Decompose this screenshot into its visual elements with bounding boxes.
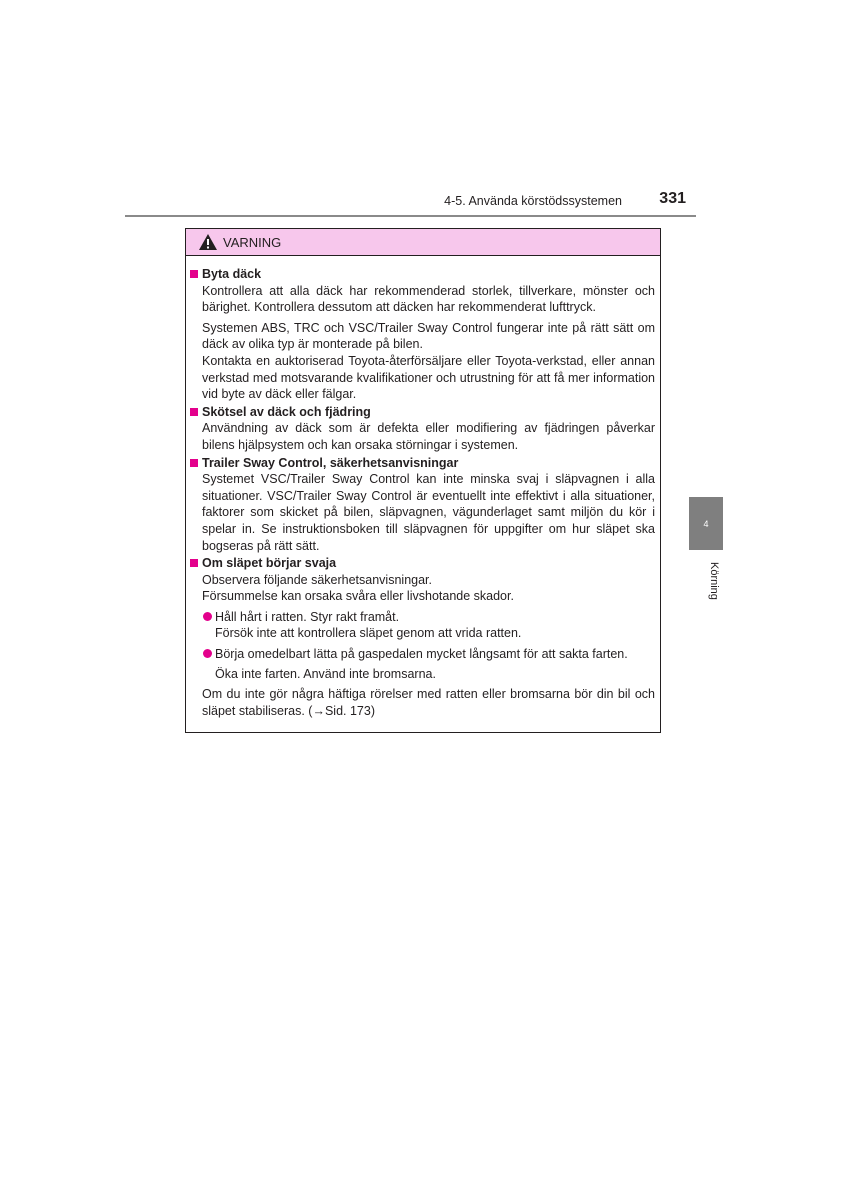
warning-triangle-icon <box>198 233 218 251</box>
square-bullet-icon <box>190 270 198 278</box>
square-bullet-icon <box>190 408 198 416</box>
paragraph: Kontakta en auktoriserad Toyota-återförsäljare eller Toyota-verkstad, eller annan verkstad med motsvarande kvalifikationer och utrustning för att få mer information vid byte av däck eller fälgar. <box>202 353 655 402</box>
paragraph: Användning av däck som är defekta eller modifiering av fjädringen påverkar bilens hjälpsystem och kan orsaka störningar i systemen. <box>202 421 655 452</box>
paragraph: Observera följande säkerhetsanvisningar. <box>202 572 432 587</box>
section-heading-text: Trailer Sway Control, säkerhetsanvisningar <box>202 455 459 470</box>
list-item-text: Försök inte att kontrollera släpet genom att vrida ratten. <box>215 626 522 641</box>
list-item-text: Börja omedelbart lätta på gaspedalen mycket långsamt för att sakta farten. <box>215 647 628 662</box>
round-bullet-icon <box>203 612 212 621</box>
chapter-label: Körning <box>708 562 720 600</box>
warning-header <box>186 229 660 256</box>
list-item-note: Öka inte farten. Använd inte bromsarna. <box>215 666 436 681</box>
warning-box <box>185 228 661 733</box>
section-heading-text: Byta däck <box>202 267 262 281</box>
round-bullet-icon <box>203 649 212 658</box>
paragraph: Kontrollera att alla däck har rekommenderad storlek, tillverkare, mönster och bärighet. Kontrollera dessutom att däcken har rekommenderat lufttryck. <box>202 283 655 315</box>
section-heading <box>190 455 655 472</box>
section-heading <box>190 266 655 283</box>
square-bullet-icon <box>190 559 198 567</box>
list-item-text: Håll hårt i ratten. Styr rakt framåt. <box>215 609 400 624</box>
list-item <box>203 609 655 642</box>
list-item <box>203 646 655 663</box>
header-divider <box>125 215 696 217</box>
section-heading <box>190 404 655 421</box>
page-number: 331 <box>659 190 686 207</box>
chapter-tab <box>689 497 723 550</box>
paragraph: Systemen ABS, TRC och VSC/Trailer Sway Control fungerar inte på rätt sätt om däck av olika typ är monterade på bilen. <box>202 320 655 352</box>
section-heading-text: Om släpet börjar svaja <box>202 556 337 571</box>
section-heading-text: Skötsel av däck och fjädring <box>202 404 371 419</box>
paragraph: Försummelse kan orsaka svåra eller livshotande skador. <box>202 589 514 604</box>
warning-title: VARNING <box>223 234 282 250</box>
square-bullet-icon <box>190 459 198 467</box>
section-heading <box>190 555 655 572</box>
warning-content <box>186 256 660 719</box>
section-title: 4-5. Använda körstödssystemen <box>444 194 622 208</box>
paragraph: Om du inte gör några häftiga rörelser med ratten eller bromsarna bör din bil och släpet stabiliseras. (→Sid. 173) <box>202 687 655 718</box>
chapter-number: 4 <box>703 518 709 529</box>
paragraph: Systemet VSC/Trailer Sway Control kan inte minska svaj i släpvagnen i alla situationer. VSC/Trailer Sway Control är eventuellt inte effektivt i alla situationer, faktorer som skicket på bilen, släpvagnen, vägunderlaget samt miljön du kör i spelar in. Se instruktionsboken till släpvagnen för uppgifter om hur släpet ska bogseras på rätt sätt. <box>202 472 655 553</box>
